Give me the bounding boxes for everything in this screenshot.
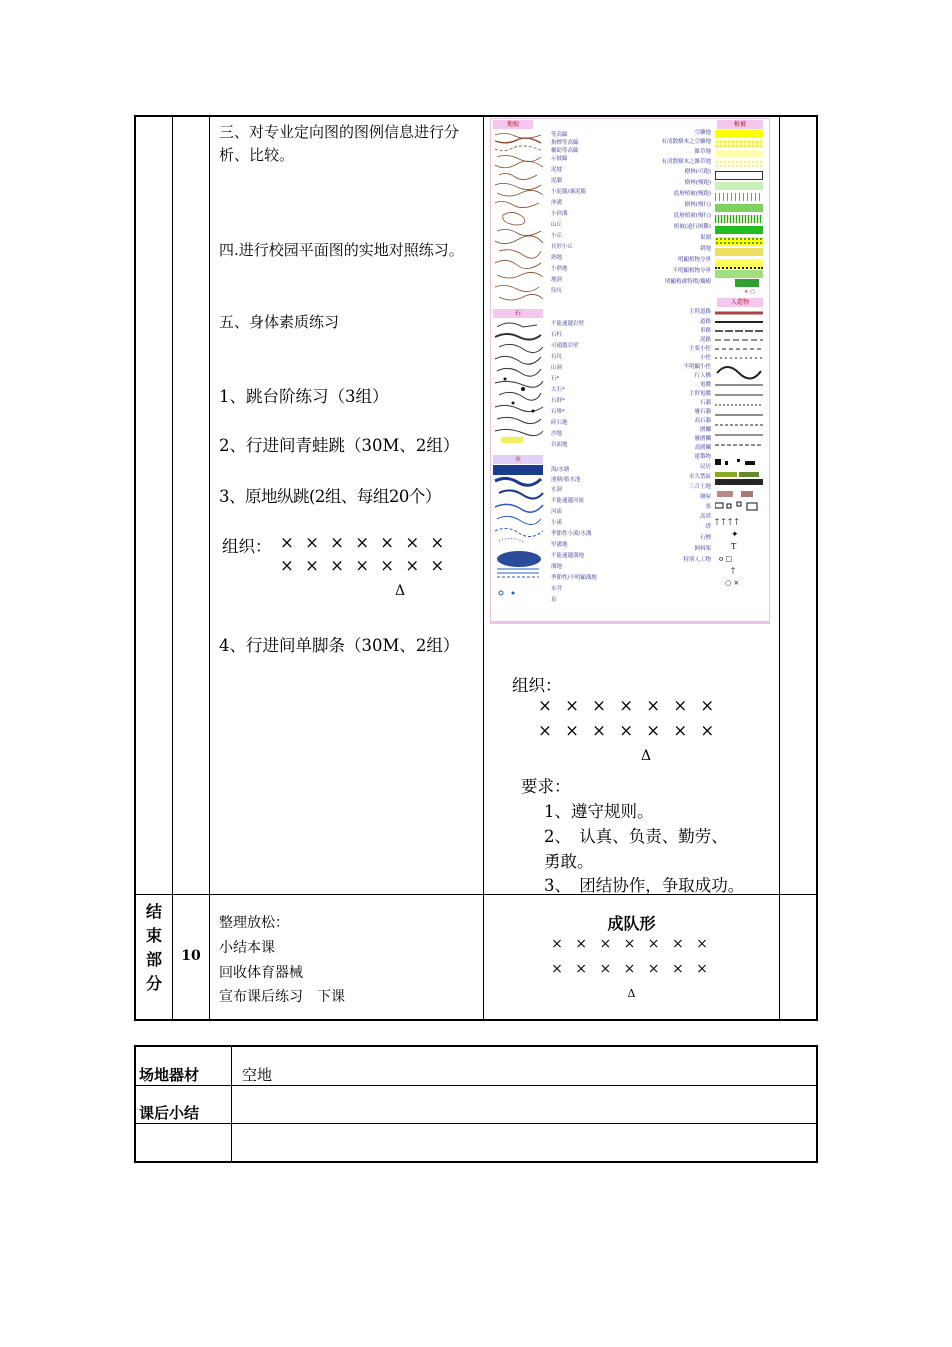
- legend-label: 民居: [699, 464, 711, 470]
- legend-label: × ○: [743, 289, 755, 295]
- legend-label: 河流: [551, 509, 563, 515]
- legend-label: 不能通越岩壁: [551, 321, 585, 327]
- legend-label: 地洞: [551, 277, 563, 283]
- legend-label: 廢圍欄: [694, 436, 711, 442]
- svg-text:o □: o □: [719, 555, 733, 563]
- legend-label: 永久禁區: [688, 474, 711, 480]
- legend-label: 池塘/蓄水池: [551, 477, 581, 483]
- requirement-2-continued: 勇敢。: [544, 852, 594, 871]
- exercise-1: 1、跳台阶练习（3组）: [219, 387, 389, 406]
- legend-label: 岩面地: [551, 442, 568, 448]
- legend-label: 可通越岩壁: [551, 343, 579, 349]
- venue-value: 空地: [242, 1066, 273, 1084]
- legend-label: 山丘: [551, 222, 563, 228]
- summary-line: 小结本课: [219, 940, 275, 956]
- legend-label: 水洞: [551, 487, 563, 493]
- svg-text:○ ×: ○ ×: [725, 579, 740, 587]
- legend-label: 石標: [699, 535, 711, 541]
- section-label-char: 结: [145, 902, 162, 921]
- rock-symbols: [493, 319, 545, 453]
- formation-row-1: × × × × × × ×: [280, 533, 448, 552]
- legend-label: 窄溝地: [551, 542, 568, 548]
- legend-label: 高圍欄: [694, 445, 711, 451]
- legend-label: 窪坑: [551, 288, 563, 294]
- legend-label: 示坡線: [551, 156, 568, 162]
- legend-label: 三合土地: [688, 484, 711, 490]
- legend-label: 塞: [705, 504, 711, 510]
- legend-label: 不能通越溝地: [551, 553, 585, 559]
- legend-label: 車路: [699, 328, 711, 334]
- legend-label: 石坑: [551, 354, 563, 360]
- legend-label: 主幹電纜: [688, 391, 711, 397]
- legend-label: 果園: [699, 235, 711, 241]
- svg-text:T: T: [731, 542, 737, 551]
- legend-label: 空曠地: [694, 130, 711, 136]
- section-label-char: 分: [145, 974, 162, 993]
- legend-label: 耕地: [699, 246, 711, 252]
- legend-label: 道路: [699, 319, 711, 325]
- legend-label: 底層植被(慢行): [673, 213, 711, 219]
- svg-text:† † † †: † † † †: [715, 517, 739, 526]
- legend-label: 石*: [551, 376, 560, 382]
- formation-row-1: × × × × × × ×: [538, 696, 719, 715]
- legend-label: 廢屋: [699, 494, 711, 500]
- legend-label: 不能通越河流: [551, 498, 585, 504]
- legend-label: 石堆*: [551, 409, 565, 415]
- legend-label: 不明顯植物分界: [672, 268, 711, 274]
- legend-label: 有凌散樹木之雜草地: [661, 159, 711, 165]
- legend-header-rock: 石: [493, 309, 543, 318]
- legend-label: 季節性/不明顯溝地: [551, 575, 597, 581]
- legend-label: 長形小丘: [551, 244, 574, 250]
- legend-label: 高石牆: [694, 418, 711, 424]
- exercise-4: 4、行进间单脚条（30M、2组）: [219, 636, 460, 655]
- legend-label: 溝地: [551, 564, 563, 570]
- teacher-marker: Δ: [395, 583, 406, 599]
- svg-text:✦: ✦: [731, 530, 739, 540]
- legend-label: 特別人工物: [683, 557, 711, 563]
- legend-header-landform: 地貌: [493, 120, 533, 129]
- legend-label: 季節性小溪/水溝: [551, 531, 592, 537]
- legend-label: 樹林(慢行): [684, 202, 711, 208]
- legend-header-vegetation: 植被: [717, 120, 763, 129]
- legend-label: 電纜: [699, 382, 711, 388]
- requirement-3: 3、 团结协作，争取成功。: [544, 876, 745, 895]
- end-formation-row-1: × × × × × × ×: [551, 936, 712, 952]
- legend-label: 主要小徑: [688, 346, 711, 352]
- equipment-line: 回收体育器械: [219, 965, 303, 981]
- legend-label: 小徑: [699, 355, 711, 361]
- legend-label: 泥坡: [551, 167, 563, 173]
- legend-label: 底層植被(慢跑): [673, 191, 711, 197]
- requirement-1: 1、遵守规则。: [544, 802, 654, 821]
- item-5-text: 五、身体素质练习: [219, 313, 340, 331]
- legend-label: 塔: [705, 524, 711, 530]
- legend-label: 樹林(可跑): [684, 169, 711, 175]
- legend-label: 沙地: [551, 431, 563, 437]
- legend-label: 碎石地: [551, 420, 568, 426]
- legend-label: 石牆: [699, 400, 711, 406]
- legend-label: 小泥牆/凜泥牆: [551, 189, 586, 195]
- section-label-char: 束: [145, 926, 162, 945]
- formation-row-2: × × × × × × ×: [280, 556, 448, 575]
- legend-label: 小熟地: [551, 266, 568, 272]
- legend-label: 不明顯小徑: [683, 364, 711, 370]
- legend-label: 山洞: [551, 365, 563, 371]
- legend-label: 明顯植物分界: [677, 257, 711, 263]
- landform-symbols: [493, 131, 545, 307]
- water-symbols: [493, 465, 547, 605]
- formation-title: 成队形: [607, 914, 656, 933]
- organization-label: 组织：: [512, 676, 562, 695]
- legend-header-manmade: 人造物: [717, 298, 763, 307]
- orienteering-map-legend: [490, 118, 770, 624]
- exercise-3: 3、原地纵跳(2组、每组20个）: [219, 487, 441, 506]
- legend-label: 雜草地: [694, 149, 711, 155]
- legend-label: 指標等高線: [551, 140, 579, 146]
- section-label: [136, 900, 172, 996]
- organization-label: 组织：: [222, 537, 272, 556]
- item-4-text: 四.进行校园平面图的实地对照练习。: [219, 241, 464, 259]
- legend-label: 水井: [551, 586, 563, 592]
- legend-label: 樹林(慢跑): [684, 180, 711, 186]
- end-teacher-marker: Δ: [627, 987, 636, 1000]
- cool-down-line: 整理放松：: [219, 915, 289, 931]
- legend-label: 高塔: [699, 514, 711, 520]
- legend-label: 主幹道路: [688, 309, 711, 315]
- formation-row-2: × × × × × × ×: [538, 721, 719, 740]
- dismiss-line: 宣布课后练习 下课: [219, 989, 345, 1005]
- manmade-symbols: [715, 309, 765, 609]
- legend-label: 海/水塘: [551, 467, 570, 473]
- legend-label: 等高線: [551, 132, 568, 138]
- teacher-marker: Δ: [641, 748, 652, 764]
- legend-label: 泥路: [699, 337, 711, 343]
- section-label-char: 部: [145, 950, 162, 969]
- legend-label: 石柱: [551, 332, 563, 338]
- legend-label: 沖溝: [551, 200, 563, 206]
- legend-header-water: 水: [493, 455, 543, 464]
- requirement-2: 2、 认真、负责、勤劳、: [544, 827, 728, 846]
- svg-text:†: †: [731, 566, 735, 575]
- requirements-label: 要求：: [521, 777, 571, 796]
- section-minutes: 10: [181, 948, 201, 964]
- legend-label: 大石*: [551, 387, 565, 393]
- legend-label: 圍欄: [699, 427, 711, 433]
- legend-label: 小溪: [551, 520, 563, 526]
- legend-label: 植被(遠行困難): [673, 224, 711, 230]
- legend-label: 飼料架: [694, 546, 711, 552]
- venue-label: 场地器材: [139, 1066, 200, 1084]
- legend-label: 泥牆: [551, 178, 563, 184]
- legend-label: 泉: [551, 597, 557, 603]
- legend-label: 有凌散樹木之空曠地: [661, 139, 711, 145]
- legend-label: 行人橋: [694, 373, 711, 379]
- legend-bottom-border: [491, 621, 769, 623]
- legend-label: 廢石牆: [694, 409, 711, 415]
- legend-label: 熟地: [551, 255, 563, 261]
- end-formation-row-2: × × × × × × ×: [551, 961, 712, 977]
- legend-label: 小丘: [551, 233, 563, 239]
- legend-label: 輔助等高線: [551, 148, 579, 154]
- summary-label: 课后小结: [139, 1104, 200, 1122]
- legend-label: 小沖溝: [551, 211, 568, 217]
- legend-label: 明顯植被特徵/獨樹: [665, 279, 711, 285]
- legend-label: 建築物: [694, 454, 711, 460]
- item-3-text: 三、对专业定向图的图例信息进行分析、比较。: [219, 123, 460, 164]
- vegetation-swatches: [715, 130, 763, 290]
- exercise-2: 2、行进间青蛙跳（30M、2组）: [219, 436, 460, 455]
- legend-label: 石群*: [551, 398, 565, 404]
